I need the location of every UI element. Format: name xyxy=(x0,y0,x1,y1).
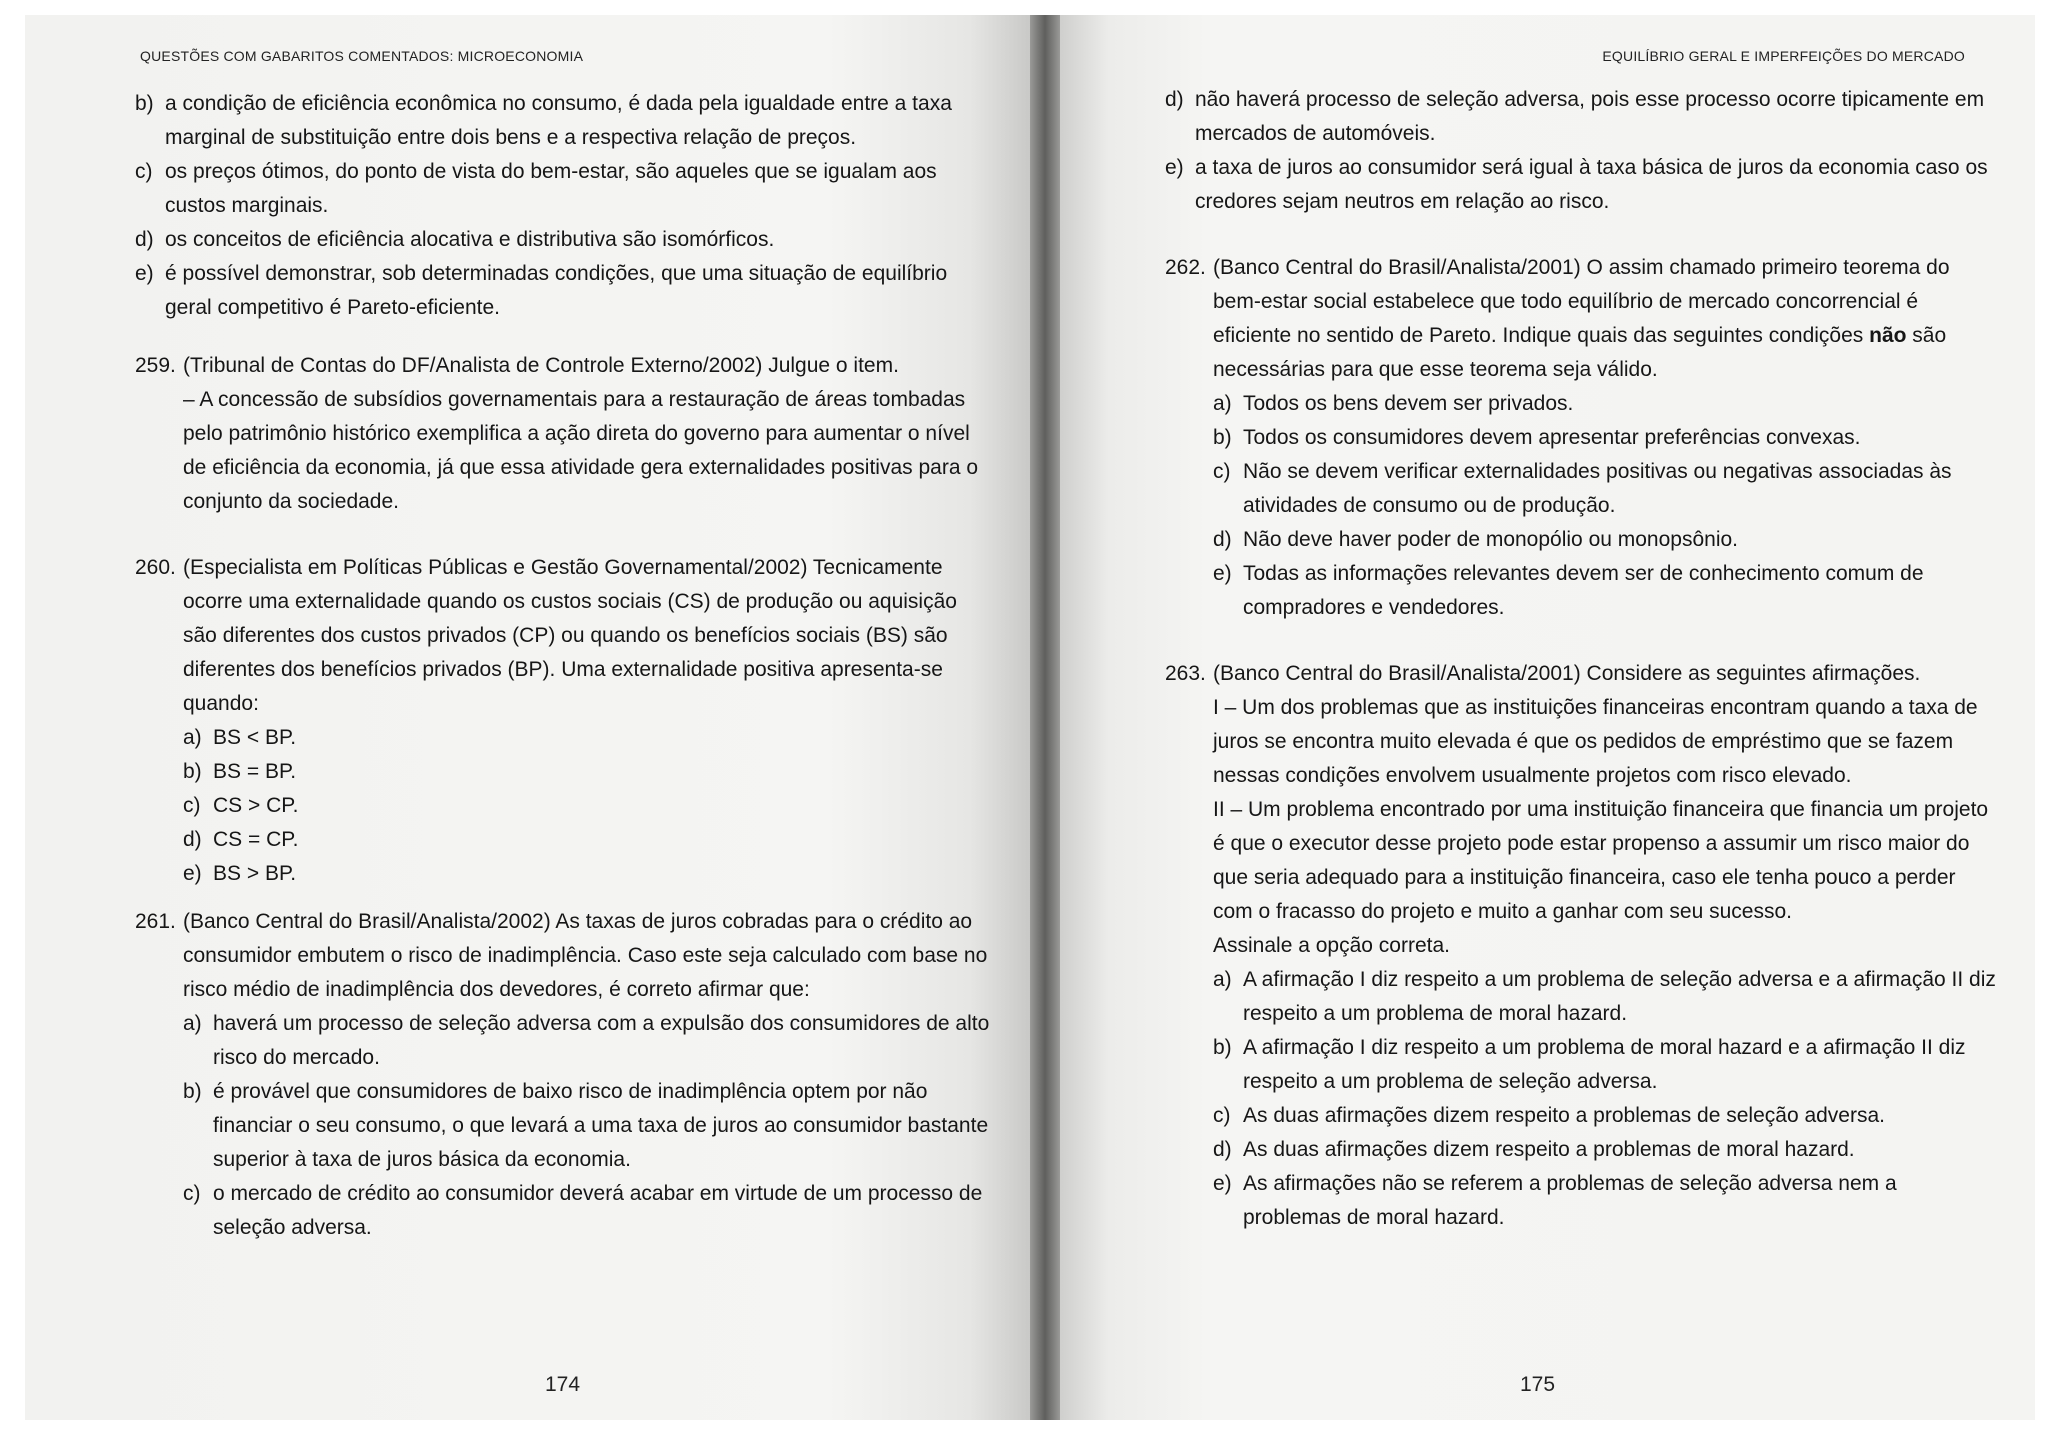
q260-option-b xyxy=(183,755,990,789)
option-letter: b) xyxy=(183,760,202,783)
option-letter: c) xyxy=(1213,460,1231,483)
q261-option-e xyxy=(1165,151,2000,219)
question-stem xyxy=(1213,251,2000,387)
q260-option-e xyxy=(183,857,990,891)
option-text: os preços ótimos, do ponto de vista do bem-estar, são aqueles que se igualam aos custos marginais. xyxy=(165,160,937,217)
option-letter: b) xyxy=(1213,426,1232,449)
question-259 xyxy=(135,349,990,519)
question-260 xyxy=(135,551,990,891)
question-stem: (Especialista em Políticas Públicas e Gestão Governamental/2002) Tecnicamente ocorre uma externalidade quando os custos sociais (CS) de produção ou aquisição são diferentes dos custos privados (CP) ou quando os benefícios sociais (BS) são diferentes dos benefícios privados (BP). Uma externalidade positiva apresenta-se quando: xyxy=(183,556,957,715)
q261-option-a xyxy=(183,1007,990,1075)
option-letter: c) xyxy=(183,794,201,817)
option-text: As afirmações não se referem a problemas de seleção adversa nem a problemas de moral hazard. xyxy=(1243,1172,1897,1229)
right-page xyxy=(1060,15,2035,1420)
option-letter: d) xyxy=(1213,1138,1232,1161)
option-text: a taxa de juros ao consumidor será igual à taxa básica de juros da economia caso os credores sejam neutros em relação ao risco. xyxy=(1195,156,1988,213)
question-263 xyxy=(1165,657,2000,1235)
right-page-text xyxy=(1165,83,2000,1235)
page-number: 174 xyxy=(545,1373,581,1396)
option-letter: a) xyxy=(1213,968,1232,991)
option-text: A afirmação I diz respeito a um problema de moral hazard e a afirmação II diz respeito a um problema de seleção adversa. xyxy=(1243,1036,1966,1093)
q258-option-d xyxy=(135,223,990,257)
option-text: é possível demonstrar, sob determinadas condições, que uma situação de equilíbrio geral competitivo é Pareto-eficiente. xyxy=(165,262,948,319)
question-stem: (Tribunal de Contas do DF/Analista de Controle Externo/2002) Julgue o item. xyxy=(183,354,899,377)
option-letter: c) xyxy=(183,1182,201,1205)
q260-option-d xyxy=(183,823,990,857)
q258-option-b xyxy=(135,87,990,155)
option-letter: c) xyxy=(135,160,153,183)
option-text: A afirmação I diz respeito a um problema de seleção adversa e a afirmação II diz respeito a um problema de moral hazard. xyxy=(1243,968,1996,1025)
option-text: haverá um processo de seleção adversa com a expulsão dos consumidores de alto risco do mercado. xyxy=(213,1012,990,1069)
option-text: As duas afirmações dizem respeito a problemas de moral hazard. xyxy=(1243,1138,1855,1161)
option-letter: e) xyxy=(135,262,154,285)
question-262 xyxy=(1165,251,2000,625)
q262-option-a xyxy=(1213,387,2000,421)
stem-emphasis: não xyxy=(1869,324,1907,347)
option-text: Não deve haver poder de monopólio ou monopsônio. xyxy=(1243,528,1739,551)
option-letter: d) xyxy=(135,228,154,251)
q262-option-c xyxy=(1213,455,2000,523)
option-text: a condição de eficiência econômica no consumo, é dada pela igualdade entre a taxa marginal de substituição entre dois bens e a respectiva relação de preços. xyxy=(165,92,952,149)
option-letter: d) xyxy=(183,828,202,851)
question-stem: (Banco Central do Brasil/Analista/2001) Considere as seguintes afirmações. xyxy=(1213,662,1921,685)
running-head: QUESTÕES COM GABARITOS COMENTADOS: MICROECONOMIA xyxy=(140,48,584,64)
option-letter: b) xyxy=(135,92,154,115)
q258-option-e xyxy=(135,257,990,325)
left-page xyxy=(25,15,1030,1420)
q263-option-b xyxy=(1213,1031,2000,1099)
question-number: 260. xyxy=(135,556,176,579)
q261-option-c xyxy=(183,1177,990,1245)
option-text: BS = BP. xyxy=(213,760,297,783)
option-letter: e) xyxy=(183,862,202,885)
question-number: 261. xyxy=(135,910,176,933)
option-letter: e) xyxy=(1213,562,1232,585)
book-spread xyxy=(25,15,2035,1420)
option-text: As duas afirmações dizem respeito a problemas de seleção adversa. xyxy=(1243,1104,1885,1127)
option-text: Todos os bens devem ser privados. xyxy=(1243,392,1574,415)
q261-option-d xyxy=(1165,83,2000,151)
q263-option-d xyxy=(1213,1133,2000,1167)
option-letter: c) xyxy=(1213,1104,1231,1127)
q260-option-c xyxy=(183,789,990,823)
statement-1: I – Um dos problemas que as instituições financeiras encontram quando a taxa de juros se encontra muito elevada é que os pedidos de empréstimo que se fazem nessas condições envolvem usualmente projetos com risco elevado. xyxy=(1213,696,1978,787)
stem-text: (Banco Central do Brasil/Analista/2001) O assim chamado primeiro teorema do bem-estar social estabelece que todo equilíbrio de mercado concorrencial é eficiente no sentido de Pareto. Indique quais das seguintes condições xyxy=(1213,256,1950,347)
q262-option-d xyxy=(1213,523,2000,557)
option-letter: b) xyxy=(183,1080,202,1103)
option-letter: b) xyxy=(1213,1036,1232,1059)
q263-option-e xyxy=(1213,1167,2000,1235)
question-number: 262. xyxy=(1165,256,1206,279)
instruction: Assinale a opção correta. xyxy=(1213,934,1450,957)
option-letter: e) xyxy=(1213,1172,1232,1195)
q263-option-a xyxy=(1213,963,2000,1031)
option-letter: a) xyxy=(183,726,202,749)
book-gutter xyxy=(1030,15,1060,1420)
q262-option-b xyxy=(1213,421,2000,455)
q263-option-c xyxy=(1213,1099,2000,1133)
question-261 xyxy=(135,905,990,1245)
option-letter: d) xyxy=(1213,528,1232,551)
question-item: – A concessão de subsídios governamentais para a restauração de áreas tombadas pelo patrimônio histórico exemplifica a ação direta do governo para aumentar o nível de eficiência da economia, já que essa atividade gera externalidades positivas para o conjunto da sociedade. xyxy=(183,388,979,513)
option-letter: a) xyxy=(183,1012,202,1035)
question-number: 259. xyxy=(135,354,176,377)
page-number: 175 xyxy=(1520,1373,1556,1396)
option-text: CS = CP. xyxy=(213,828,299,851)
option-text: não haverá processo de seleção adversa, pois esse processo ocorre tipicamente em mercados de automóveis. xyxy=(1195,88,1985,145)
option-text: o mercado de crédito ao consumidor deverá acabar em virtude de um processo de seleção adversa. xyxy=(213,1182,983,1239)
option-letter: a) xyxy=(1213,392,1232,415)
option-text: BS < BP. xyxy=(213,726,297,749)
option-text: Não se devem verificar externalidades positivas ou negativas associadas às atividades de consumo ou de produção. xyxy=(1243,460,1952,517)
q260-option-a xyxy=(183,721,990,755)
q261-option-b xyxy=(183,1075,990,1177)
question-stem: (Banco Central do Brasil/Analista/2002) As taxas de juros cobradas para o crédito ao consumidor embutem o risco de inadimplência. Caso este seja calculado com base no risco médio de inadimplência dos devedores, é correto afirmar que: xyxy=(183,910,988,1001)
left-page-text xyxy=(135,87,990,1245)
stem-text: são necessárias para que esse teorema seja válido. xyxy=(1213,324,1947,381)
option-text: Todas as informações relevantes devem ser de conhecimento comum de compradores e vendedores. xyxy=(1243,562,1924,619)
option-text: é provável que consumidores de baixo risco de inadimplência optem por não financiar o seu consumo, o que levará a uma taxa de juros ao consumidor bastante superior à taxa de juros básica da economia. xyxy=(213,1080,989,1171)
q262-option-e xyxy=(1213,557,2000,625)
option-text: CS > CP. xyxy=(213,794,299,817)
option-text: os conceitos de eficiência alocativa e distributiva são isomórficos. xyxy=(165,228,775,251)
statement-2: II – Um problema encontrado por uma instituição financeira que financia um projeto é que o executor desse projeto pode estar propenso a assumir um risco maior do que seria adequado para a instituição financeira, caso ele tenha pouco a perder com o fracasso do projeto e muito a ganhar com seu sucesso. xyxy=(1213,798,1989,923)
option-text: Todos os consumidores devem apresentar preferências convexas. xyxy=(1243,426,1861,449)
option-letter: d) xyxy=(1165,88,1184,111)
option-letter: e) xyxy=(1165,156,1184,179)
q258-option-c xyxy=(135,155,990,223)
running-head: EQUILÍBRIO GERAL E IMPERFEIÇÕES DO MERCADO xyxy=(1602,48,1965,64)
question-number: 263. xyxy=(1165,662,1206,685)
option-text: BS > BP. xyxy=(213,862,297,885)
